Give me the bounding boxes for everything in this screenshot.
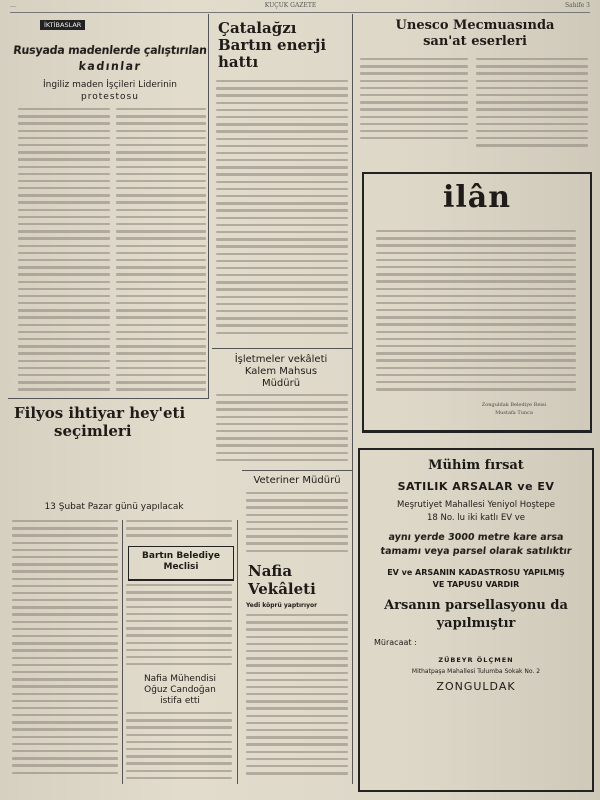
ad-line-satilik: SATILIK ARSALAR ve EV — [397, 480, 555, 493]
article-body-enerji — [216, 80, 348, 342]
column-rule — [237, 520, 238, 784]
article-body-isletmeler — [216, 394, 348, 464]
headline-line: Çatalağzı — [218, 19, 297, 37]
column-rule — [122, 520, 123, 784]
ilan-body — [376, 230, 576, 400]
headline-line: Unesco Mecmuasında — [395, 18, 555, 33]
column-rule — [352, 14, 353, 784]
headline-line: Müdürü — [261, 378, 301, 389]
ilan-title: ilân — [442, 180, 512, 215]
bartin-belediye-box — [128, 546, 234, 581]
subhead-ingiliz: İngiliz maden İşçileri Liderinin — [42, 80, 178, 90]
ad-line-tapu: VE TAPUSU VARDIR — [432, 580, 520, 589]
headline-catalagzi — [218, 20, 348, 71]
ad-line-zubeyr: ZÜBEYR ÖLÇMEN — [438, 656, 514, 664]
ilan-notice-box — [362, 172, 592, 433]
headline-line: seçimleri — [54, 422, 132, 440]
headline-line: san'at eserleri — [423, 34, 527, 49]
ad-line-yapilmistir: yapılmıştır — [436, 616, 516, 631]
headline-line: Nafia Mühendisi — [143, 674, 217, 684]
headline-kadinlar: kadınlar — [77, 60, 143, 73]
headline-filyos — [14, 404, 214, 440]
headline-nafia-vekaleti — [248, 562, 348, 598]
headline-nafia-muhendisi — [122, 674, 238, 707]
headline-line: Kalem Mahsus — [244, 366, 318, 377]
headline-line: istifa etti — [160, 696, 200, 706]
article-body-rusya-col2 — [116, 108, 206, 393]
headline-line: hattı — [218, 53, 259, 71]
subhead-13-subat: 13 Şubat Pazar günü yapılacak — [44, 502, 184, 512]
header-right: Sahife 3 — [565, 2, 590, 9]
article-body-filyos-cont — [126, 520, 232, 544]
subhead-yedi-kopru: Yedi köprü yaptırıyor — [246, 602, 318, 609]
ad-line-muhim: Mühim fırsat — [428, 458, 524, 473]
headline-unesco — [358, 18, 592, 50]
article-body-nafia-muhendisi — [126, 712, 232, 784]
ad-line-parsellasyon: Arsanın parsellasyonu da — [384, 598, 568, 613]
headline-bartin — [129, 551, 233, 573]
ad-line-zonguldak: ZONGULDAK — [436, 680, 516, 693]
ad-line-iki-katli: 18 No. lu iki katlı EV ve — [426, 513, 525, 523]
headline-line: Nafia — [248, 562, 293, 580]
headline-rusya: Rusyada madenlerde çalıştırılan — [12, 44, 208, 57]
ad-line-muracaat: Müracaat : — [374, 638, 417, 647]
article-body-unesco-col1 — [360, 58, 468, 148]
headline-veteriner: Veteriner Müdürü — [253, 475, 341, 486]
article-body-nafia — [246, 614, 348, 784]
headline-line: Vekâleti — [248, 580, 316, 598]
header-left: … — [10, 2, 16, 9]
headline-line: Meclisi — [163, 562, 199, 572]
ilan-signature-name: Mustafa Tunca — [495, 410, 533, 416]
headline-line: Bartın Belediye — [142, 551, 220, 561]
ad-line-tamami: tamamı veya parsel olarak satılıktır — [379, 546, 573, 557]
ad-line-3000-metre: aynı yerde 3000 metre kare arsa — [387, 532, 565, 543]
headline-line: İşletmeler vekâleti — [234, 354, 328, 365]
headline-isletmeler — [210, 354, 352, 390]
headline-line: Oğuz Candoğan — [144, 685, 216, 695]
headline-line: Filyos ihtiyar hey'eti — [14, 404, 186, 422]
ad-line-adres: Mithatpaşa Mahallesi Tulumba Sokak No. 2 — [411, 668, 541, 675]
section-rule — [212, 348, 352, 349]
ad-line-mesrutiyet: Meşrutiyet Mahallesi Yeniyol Hoştepe — [397, 500, 555, 510]
article-body-rusya-col1 — [18, 108, 110, 393]
headline-line: Bartın enerji — [218, 36, 327, 54]
iktibaslar-tag: İKTİBASLAR — [40, 20, 85, 30]
section-rule — [242, 470, 352, 471]
satilik-arsa-ad — [358, 448, 594, 792]
header-center: KÜÇÜK GAZETE — [264, 2, 317, 9]
page-header — [10, 2, 590, 13]
subhead-protesto: protestosu — [81, 92, 139, 102]
section-rule — [8, 398, 208, 399]
ilan-signature: Zonguldak Belediye Reisi — [481, 402, 547, 408]
article-body-bartin — [126, 584, 232, 668]
ad-line-kadastro: EV ve ARSANIN KADASTROSU YAPILMIŞ — [387, 568, 565, 577]
article-body-filyos — [12, 520, 118, 784]
article-body-veteriner — [246, 492, 348, 556]
article-body-unesco-col2 — [476, 58, 588, 158]
